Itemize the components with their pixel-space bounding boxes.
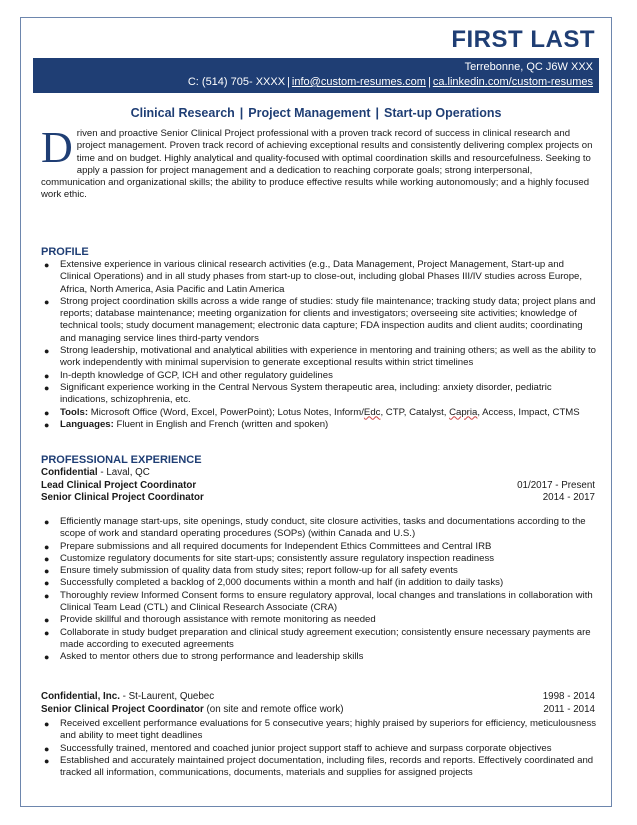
section-title-profile: PROFILE: [41, 246, 89, 258]
candidate-name: FIRST LAST: [451, 26, 595, 53]
job-1-responsibilities: [41, 516, 597, 664]
list-item: ● Customize regulatory documents for site start-ups; consistently assure regulatory inspection readiness: [44, 552, 495, 564]
company-location: - St-Laurent, Quebec: [119, 691, 215, 702]
job-dates: 2011 - 2014: [543, 703, 595, 715]
email-link[interactable]: info@custom-resumes.com: [291, 76, 426, 88]
list-item: ● Collaborate in study budget preparation and clinical study agreement execution; consistently ensure necessary payments are made according to executed agreements: [44, 626, 591, 650]
list-item: ● Efficiently manage start-ups, site openings, study conduct, site closure activities, tasks and documentations according to the scope of work and standard operating procedures (SOPs) (within Canada and U.S.): [44, 516, 586, 540]
job-title: Senior Clinical Project Coordinator: [41, 492, 204, 503]
languages-item: ● Languages: Fluent in English and French (written and spoken): [44, 418, 329, 430]
phone: C: (514) 705- XXXX: [187, 76, 286, 88]
list-item: ● Successfully trained, mentored and coached junior project support staff to achieve and surpass corporate objectives: [44, 742, 552, 754]
contact-line: C: (514) 705- XXXX | info@custom-resumes.com | ca.linkedin.com/custom-resumes: [187, 76, 593, 88]
drop-cap: D: [41, 123, 73, 172]
list-item: ● Thoroughly review Informed Consent forms to ensure regulatory approval, local changes and translations in collaboration with Clinical Team Lead (CTL) and Clinical Research Associate (CRA): [44, 589, 593, 614]
list-item: ● Provide skillful and thorough assistance with remote monitoring as needed: [44, 614, 376, 626]
list-item: ● Established and accurately maintained project documentation, including files, records and reports. Effectively coordinated and tracked all information, communications, documents, materials and supplies for assigned projects: [44, 754, 594, 779]
job-2-responsibilities: [41, 718, 597, 779]
list-item: ● Extensive experience in various clinical research activities (e.g., Data Management, Project Management, Start-up and Clinical Operations) and in all study phases from start-up to close-out, including global Phases III/IV studies across Europe, Africa, North America, Asia Pacific and Latin America: [44, 259, 583, 295]
job-dates: 01/2017 - Present: [517, 479, 595, 491]
resume-page: [20, 17, 612, 807]
job-title-note: (on site and remote office work): [203, 703, 344, 715]
tools-item: ● Tools: Microsoft Office (Word, Excel, PowerPoint); Lotus Notes, Inform/Edc, CTP, Catalyst, Capria, Access, Impact, CTMS: [44, 406, 580, 418]
company-name: Confidential, Inc.: [41, 691, 120, 702]
list-item: ● Significant experience working in the Central Nervous System therapeutic area, including: anxiety disorder, pediatric indications, schizophrenia, etc.: [44, 381, 552, 406]
profile-list: [41, 259, 597, 431]
headline-item: Clinical Research: [130, 106, 235, 120]
job-1-header: [41, 467, 595, 505]
list-item: ● Asked to mentor others due to strong performance and leadership skills: [44, 651, 364, 663]
list-item: ● Strong leadership, motivational and analytical abilities with experience in mentoring and training others; as well as the ability to work independently with minimal supervision to generate exceptional results within strict timelines: [44, 345, 596, 369]
summary-text: riven and proactive Senior Clinical Project professional with a proven track record of success in clinical research and project management. Proven track record of achieving exceptional results and consistently delivering complex projects on time and on budget. Highly analytical and quality-focused with optimal coordination skills and resourcefulness. Seeking to apply a passion for project management and a dedication to reaching corporate goals; strong interpersonal, communication and organizational skills; the ability to produce effective results while working autonomously; and a highly focused work ethic.: [41, 128, 593, 201]
job-title: Lead Clinical Project Coordinator: [41, 479, 197, 491]
company-dates: 1998 - 2014: [542, 691, 595, 702]
address: Terrebonne, QC J6W XXX: [464, 61, 593, 73]
summary: [41, 123, 597, 202]
contact-banner: [33, 58, 599, 93]
list-item: ● In-depth knowledge of GCP, ICH and other regulatory guidelines: [44, 369, 333, 381]
job-2-header: [41, 691, 595, 716]
headline: Clinical Research | Project Management | Start-up Operations: [130, 106, 502, 120]
company-name: Confidential: [41, 467, 98, 478]
list-item: ● Ensure timely submission of quality data from study sites; report follow-up for all safety events: [44, 565, 458, 577]
linkedin-link[interactable]: ca.linkedin.com/custom-resumes: [432, 76, 593, 88]
job-title: Senior Clinical Project Coordinator: [41, 703, 204, 715]
list-item: ● Strong project coordination skills across a wide range of studies: study file maintenance; tracking study data; project plans and reports; database maintenance; meeting organization for clients and investigators; overseeing site activities; knowledge of technical tools; study document management; electronic data capture; FDA inspection audits and client audits; coordinating and managing service lines third-party vendors: [44, 295, 596, 344]
headline-item: Start-up Operations: [384, 106, 502, 120]
job-dates: 2014 - 2017: [542, 492, 595, 503]
company-location: - Laval, QC: [97, 467, 150, 478]
list-item: ● Received excellent performance evaluations for 5 consecutive years; highly praised by superiors for efficiency, meticulousness and ability to meet tight deadlines: [44, 718, 597, 742]
headline-item: Project Management: [248, 106, 371, 120]
section-title-experience: PROFESSIONAL EXPERIENCE: [41, 454, 202, 466]
list-item: ● Successfully completed a backlog of 2,000 documents within a month and half (in addition to daily tasks): [44, 577, 504, 589]
list-item: ● Prepare submissions and all required documents for Independent Ethics Committees and Central IRB: [44, 540, 492, 552]
